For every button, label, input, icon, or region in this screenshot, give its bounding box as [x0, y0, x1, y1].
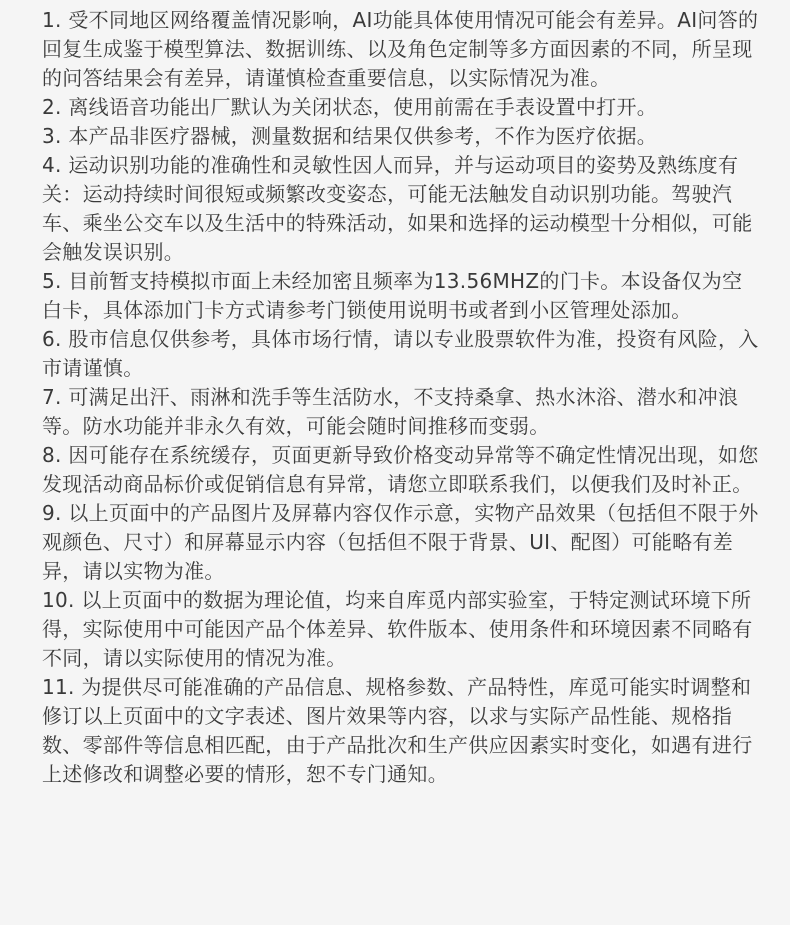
disclaimer-item-8: 8. 因可能存在系统缓存，页面更新导致价格变动异常等不确定性情况出现，如您发现活动商品标价或促销信息有异常，请您立即联系我们，以便我们及时补正。: [42, 443, 759, 496]
disclaimer-item-2: 2. 离线语音功能出厂默认为关闭状态，使用前需在手表设置中打开。: [42, 95, 658, 119]
disclaimer-item-11: 11. 为提供尽可能准确的产品信息、规格参数、产品特性，库觅可能实时调整和修订以上页面中的文字表述、图片效果等内容，以求与实际产品性能、规格指数、零部件等信息相匹配，由于产品批次和生产供应因素实时变化，如遇有进行上述修改和调整必要的情形，恕不专门通知。: [42, 675, 753, 786]
disclaimer-list: [42, 6, 760, 789]
disclaimer-item-4: 4. 运动识别功能的准确性和灵敏性因人而异，并与运动项目的姿势及熟练度有关：运动持续时间很短或频繁改变姿态，可能无法触发自动识别功能。驾驶汽车、乘坐公交车以及生活中的特殊活动，如果和选择的运动模型十分相似，可能会触发误识别。: [42, 153, 753, 264]
disclaimer-item-3: 3. 本产品非医疗器械，测量数据和结果仅供参考，不作为医疗依据。: [42, 124, 658, 148]
disclaimer-item-10: 10. 以上页面中的数据为理论值，均来自库觅内部实验室，于特定测试环境下所得，实际使用中可能因产品个体差异、软件版本、使用条件和环境因素不同略有不同，请以实际使用的情况为准。: [42, 588, 753, 670]
disclaimer-item-5: 5. 目前暂支持模拟市面上未经加密且频率为13.56MHZ的门卡。本设备仅为空白卡，具体添加门卡方式请参考门锁使用说明书或者到小区管理处添加。: [42, 269, 743, 322]
disclaimer-item-6: 6. 股市信息仅供参考，具体市场行情，请以专业股票软件为准，投资有风险，入市请谨慎。: [42, 327, 759, 380]
disclaimer-item-7: 7. 可满足出汗、雨淋和洗手等生活防水，不支持桑拿、热水沐浴、潜水和冲浪等。防水功能并非永久有效，可能会随时间推移而变弱。: [42, 385, 739, 438]
disclaimer-item-1: 1. 受不同地区网络覆盖情况影响，AI功能具体使用情况可能会有差异。AI问答的回复生成鉴于模型算法、数据训练、以及角色定制等多方面因素的不同，所呈现的问答结果会有差异，请谨慎检查重要信息，以实际情况为准。: [42, 8, 759, 90]
disclaimer-item-9: 9. 以上页面中的产品图片及屏幕内容仅作示意，实物产品效果（包括但不限于外观颜色、尺寸）和屏幕显示内容（包括但不限于背景、UI、配图）可能略有差异，请以实物为准。: [42, 501, 759, 583]
